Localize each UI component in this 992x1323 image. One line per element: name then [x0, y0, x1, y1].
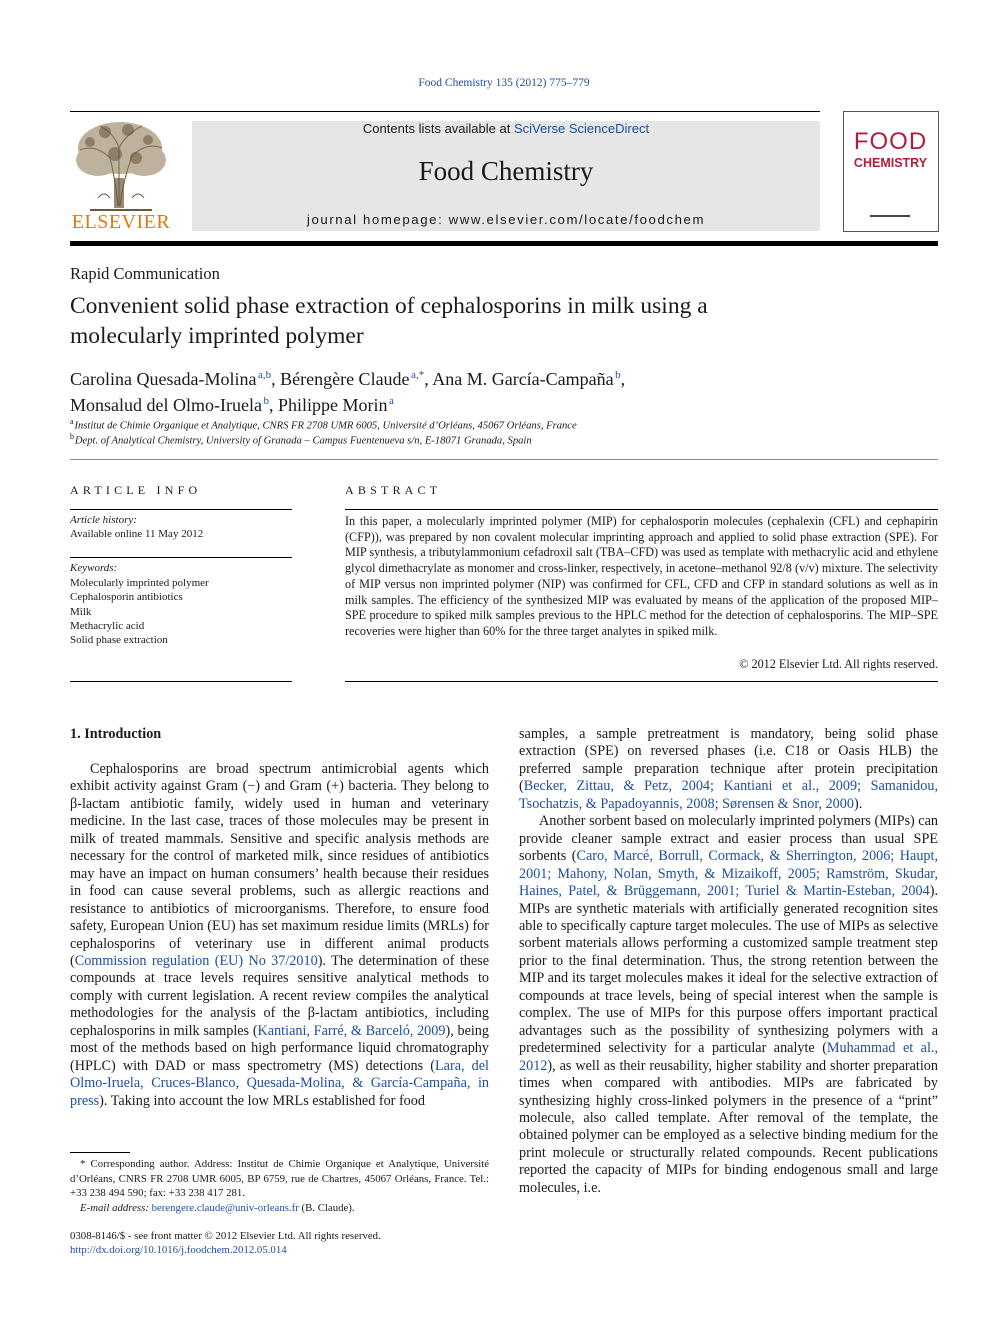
citation-link[interactable]: Caro, Marcé, Borrull, Cormack, & Sherrington, 2006; Haupt, 2001; Mahony, Nolan, Smyth, & Mizaikoff, 2005; Ramström, Skudar, Haines, Patel, & Brüggemann, 2001; Turiel & Martin-Esteban, 2004: [519, 848, 938, 900]
abstract-heading: ABSTRACT: [345, 483, 442, 497]
contents-line: [192, 121, 820, 136]
paragraph-text: ).: [853, 795, 863, 812]
citation-link[interactable]: Commission regulation (EU) No 37/2010: [74, 952, 318, 969]
paragraph-text: Another sorbent based on molecularly imprinted polymers (MIPs) can provide cleaner sample extract and easier process than usual SPE sorbents (: [519, 813, 938, 865]
keyword: Methacrylic acid: [70, 619, 145, 632]
affiliation-mark: b: [70, 432, 74, 441]
author-affiliation-mark[interactable]: b: [263, 395, 269, 407]
keywords-label: Keywords:: [70, 562, 118, 574]
history-value: Available online 11 May 2012: [70, 528, 204, 540]
paragraph: [70, 761, 489, 1110]
journal-name: Food Chemistry: [418, 156, 594, 186]
section-heading-introduction: 1. Introduction: [70, 726, 162, 742]
citation-link[interactable]: Muhammad et al., 2012: [519, 1040, 938, 1074]
footnote-rule: [70, 1152, 130, 1153]
body-column-left: [70, 761, 489, 1110]
affiliation-a: [70, 417, 870, 432]
article-info-heading: ARTICLE INFO: [70, 483, 202, 497]
author-separator: ,: [268, 395, 278, 415]
email-suffix: (B. Claude).: [298, 1201, 355, 1214]
corresponding-author-note: * Corresponding author. Address: Institut de Chimie Organique et Analytique, Université d’Orléans, CNRS FR 2708 UMR 6005, BP 6759, rue de Chartres, 45067 Orléans, France. Tel.: +33 238 494 590; fax: +33 238 417 281.: [70, 1158, 489, 1199]
author-separator: ,: [424, 369, 433, 389]
author-name: Monsalud del Olmo-Iruela: [70, 395, 262, 415]
abstract-copyright: © 2012 Elsevier Ltd. All rights reserved.: [739, 657, 938, 671]
cover-title-chemistry: CHEMISTRY: [853, 156, 928, 170]
keyword: Solid phase extraction: [70, 634, 168, 647]
citation-link[interactable]: Kantiani, Farré, & Barceló, 2009: [257, 1022, 446, 1039]
contents-prefix: Contents lists available at: [362, 121, 514, 136]
article-info-rule: [70, 557, 292, 558]
sciencedirect-link[interactable]: SciVerse ScienceDirect: [513, 121, 650, 136]
author-affiliation-mark[interactable]: a,b: [257, 369, 272, 381]
paragraph-text: ). Taking into account the low MRLs established for food: [99, 1092, 425, 1109]
elsevier-wordmark: ELSEVIER: [71, 211, 171, 233]
keywords-list: [70, 576, 209, 647]
citation-link[interactable]: Becker, Zittau, & Petz, 2004; Kantiani et al., 2009; Samanidou, Tsochatzis, & Papadoyannis, 2008; Sørensen & Snor, 2000: [519, 778, 938, 812]
paragraph-text: ). The determination of these compounds at trace levels requires sensitive analytical methods to comply with current legislation. A recent review compiles the analytical methodologies for the analysis of the β-lactam antibiotics, including cephalosporins in milk samples (: [70, 952, 489, 1039]
author-affiliation-mark[interactable]: a,*: [411, 369, 425, 381]
author-name: Ana M. García-Campaña: [432, 369, 614, 389]
affiliation-b: [70, 432, 870, 447]
cover-title-food: FOOD: [853, 128, 928, 155]
journal-reference[interactable]: Food Chemistry 135 (2012) 775–779: [418, 77, 590, 89]
paragraph: [519, 726, 938, 813]
email-note: [70, 1201, 489, 1216]
paragraph-text: ), being most of the methods based on high performance liquid chromatography (HPLC) with DAD or mass spectrometry (MS) detections (: [70, 1022, 489, 1074]
header-top-rule: [70, 111, 820, 112]
paragraph-text: ), as well as their reusability, higher stability and shorter preparation times when compared with antibodies. MIPs are fabricated by synthesizing highly cross-linked polymers in the presence of a “print” molecule, also called template. After removal of the template, the obtained polymer can be employed as a selective binding medium for the print molecule or structurally related compounds. Recent publications reported the capacity of MIPs for binding endogenous small and large molecules, i.e.: [519, 1057, 938, 1196]
keyword: Cephalosporin antibiotics: [70, 591, 183, 604]
paragraph-text: Cephalosporins are broad spectrum antimicrobial agents which exhibit activity against Gram (−) and Gram (+) bacteria. They belong to β-lactam antibiotic family, widely used in human and veterinary medicine. In the last case, traces of those molecules may be present in milk of treated mammals. Sensitive and specific analysis methods are necessary for the control of marketed milk, since residues of antibiotics may have an impact on human consumers’ health because their residues in food can cause several problems, such as allergic reactions and resistance to antibiotics of microorganisms. Therefore, to ensure food safety, European Union (EU) has set maximum residue limits (MRLs) for cephalosporins of veterinary use in different animal products (: [70, 761, 489, 969]
author-name: Philippe Morin: [277, 395, 388, 415]
affiliation-text: Dept. of Analytical Chemistry, University of Granada – Campus Fuentenueva s/n, E-18071 Granada, Spain: [74, 435, 532, 447]
abstract-text: In this paper, a molecularly imprinted polymer (MIP) for cephalosporin molecules (cephalexin (CFL) and cephapirin (CFP)), was prepared by non covalent molecular imprinting approach and applied to solid phase extraction (SPE). For MIP synthesis, a tributylammonium cefadroxil salt (TBA–CFD) was used as template with methacrylic acid and ethylene glycol dimethacrylate as monomer and cross-linker, respectively, in acetone–methanol 92/8 (v/v) mixture. The selectivity of MIP versus non imprinted polymer (NIP) was confirmed for CFL, CFD and CFP in standard solutions as well as in milk samples. The efficiency of the synthesized MIP was evaluated by means of the application of the proposed MIP–SPE procedure to spiked milk samples previous to the HPLC method for the detection of cephalosporins. The MIP–SPE recoveries were higher than 60% for the three target analytes in spiked milk.: [345, 514, 938, 638]
issn-line: 0308-8146/$ - see front matter © 2012 Elsevier Ltd. All rights reserved.: [70, 1230, 381, 1242]
citation-link[interactable]: Lara, del Olmo-Iruela, Cruces-Blanco, Quesada-Molina, & García-Campaña, in press: [70, 1057, 489, 1109]
article-type: Rapid Communication: [70, 264, 220, 283]
email-link[interactable]: berengere.claude@univ-orleans.fr: [151, 1201, 299, 1214]
keyword: Molecularly imprinted polymer: [70, 577, 209, 589]
article-info-rule: [70, 509, 292, 510]
paragraph-text: ). MIPs are synthetic materials with artificially generated recognition sites able to specifically capture target molecules. The use of MIPs as selective sorbent materials allows performing a customized sample treatment step prior to the final determination. Thus, the strong retention between the MIP and its target molecules makes it ideal for the selective extraction of compounds at trace levels, being of special interest when the sample is complex. The use of MIPs for this purpose offers important practical advantages such as the possibility of synthesizing polymers with a predetermined selectivity for a particular analyte (: [519, 883, 938, 1057]
doi-link[interactable]: http://dx.doi.org/10.1016/j.foodchem.2012.05.014: [70, 1244, 287, 1256]
author-name: Carolina Quesada-Molina: [70, 369, 257, 389]
abstract-rule: [345, 509, 938, 510]
paragraph-text: samples, a sample pretreatment is mandatory, being solid phase extraction (SPE) on reversed phases (i.e. C18 or Oasis HLB) the preferred sample preparation technique after protein precipitation (: [519, 726, 938, 795]
elsevier-logo: [70, 118, 172, 233]
author-list: [70, 364, 830, 416]
affiliation-mark: a: [70, 417, 74, 426]
article-info-rule: [70, 681, 292, 682]
homepage-prefix: journal homepage:: [306, 212, 449, 227]
paragraph: [519, 813, 938, 1197]
journal-homepage: [192, 212, 820, 227]
keyword: Milk: [70, 605, 92, 618]
homepage-url[interactable]: www.elsevier.com/locate/foodchem: [448, 212, 706, 227]
body-column-right: [519, 726, 938, 1197]
header-bottom-rule: [70, 241, 938, 246]
article-title: Convenient solid phase extraction of cephalosporins in milk using a molecularly imprinted polymer: [70, 293, 708, 349]
email-label: E-mail address:: [80, 1201, 152, 1214]
affiliation-text: Institut de Chimie Organique et Analytique, CNRS FR 2708 UMR 6005, Université d’Orléans, 45067 Orléans, France: [74, 420, 577, 432]
cover-tiny-text: [870, 215, 910, 217]
author-separator: ,: [271, 369, 281, 389]
author-affiliation-mark[interactable]: a: [389, 395, 394, 407]
history-label: Article history:: [70, 514, 137, 526]
affiliation-rule: [70, 459, 938, 460]
author-name: Bérengère Claude: [280, 369, 410, 389]
abstract-rule: [345, 681, 938, 682]
footnote: [70, 1157, 489, 1215]
author-affiliation-mark[interactable]: b: [615, 369, 621, 381]
author-separator: ,: [620, 369, 626, 389]
